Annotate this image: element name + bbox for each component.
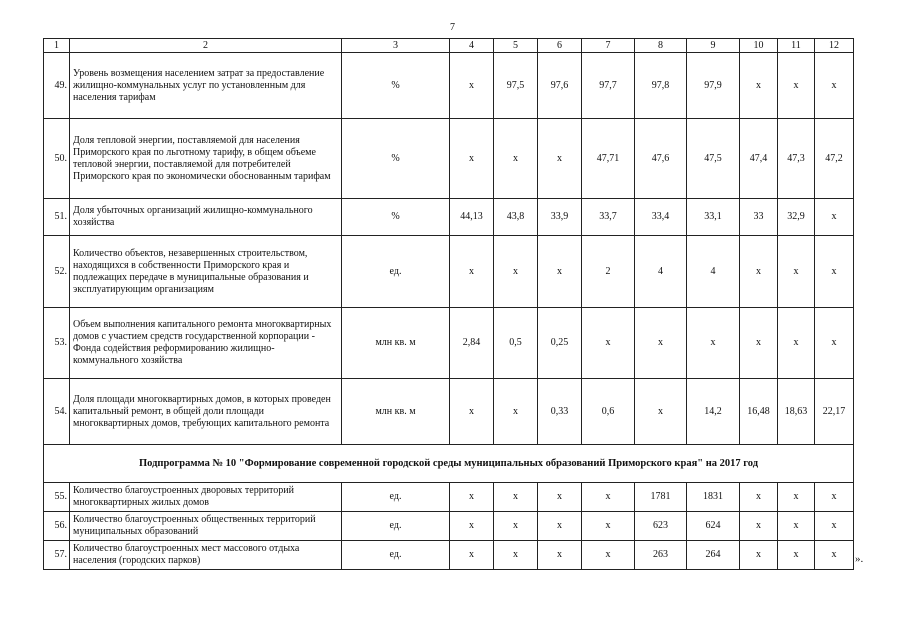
- value-cell: х: [494, 483, 538, 512]
- value-cell: х: [582, 308, 635, 379]
- value-cell: 14,2: [687, 379, 740, 445]
- value-cell: х: [815, 308, 854, 379]
- value-cell: х: [740, 308, 778, 379]
- row-number: 51.: [44, 199, 70, 236]
- table-row: [44, 119, 854, 199]
- value-cell: 4: [687, 236, 740, 308]
- value-cell: 1831: [687, 483, 740, 512]
- value-cell: 33,1: [687, 199, 740, 236]
- value-cell: 33,9: [538, 199, 582, 236]
- unit-cell: млн кв. м: [342, 308, 450, 379]
- table-row: [44, 512, 854, 541]
- table-row: [44, 199, 854, 236]
- value-cell: 263: [635, 541, 687, 570]
- value-cell: х: [538, 236, 582, 308]
- value-cell: х: [740, 512, 778, 541]
- value-cell: х: [815, 199, 854, 236]
- value-cell: х: [635, 308, 687, 379]
- row-number: 54.: [44, 379, 70, 445]
- row-number: 52.: [44, 236, 70, 308]
- header-cell: 8: [635, 39, 687, 53]
- value-cell: 47,4: [740, 119, 778, 199]
- unit-cell: %: [342, 53, 450, 119]
- value-cell: х: [494, 379, 538, 445]
- row-number: 57.: [44, 541, 70, 570]
- value-cell: 264: [687, 541, 740, 570]
- row-number: 50.: [44, 119, 70, 199]
- value-cell: х: [778, 53, 815, 119]
- value-cell: х: [450, 483, 494, 512]
- value-cell: х: [494, 236, 538, 308]
- value-cell: х: [494, 512, 538, 541]
- value-cell: 47,6: [635, 119, 687, 199]
- value-cell: 47,2: [815, 119, 854, 199]
- unit-cell: ед.: [342, 512, 450, 541]
- value-cell: х: [538, 119, 582, 199]
- header-cell: 11: [778, 39, 815, 53]
- value-cell: х: [494, 119, 538, 199]
- header-cell: 3: [342, 39, 450, 53]
- value-cell: х: [740, 541, 778, 570]
- unit-cell: ед.: [342, 541, 450, 570]
- indicator-name: Количество благоустроенных дворовых территорий многоквартирных жилых домов: [70, 483, 342, 512]
- subprogram-title: Подпрограмма № 10 "Формирование современной городской среды муниципальных образований Приморского края" на 2017 год: [44, 445, 854, 483]
- value-cell: 16,48: [740, 379, 778, 445]
- value-cell: 47,5: [687, 119, 740, 199]
- row-number: 53.: [44, 308, 70, 379]
- header-cell: 6: [538, 39, 582, 53]
- value-cell: х: [538, 512, 582, 541]
- row-number: 49.: [44, 53, 70, 119]
- header-cell: 2: [70, 39, 342, 53]
- value-cell: 18,63: [778, 379, 815, 445]
- value-cell: х: [687, 308, 740, 379]
- value-cell: х: [450, 379, 494, 445]
- value-cell: 97,5: [494, 53, 538, 119]
- value-cell: х: [538, 483, 582, 512]
- value-cell: 624: [687, 512, 740, 541]
- table-row: [44, 53, 854, 119]
- header-row: [44, 39, 854, 53]
- value-cell: 4: [635, 236, 687, 308]
- value-cell: 623: [635, 512, 687, 541]
- value-cell: х: [815, 236, 854, 308]
- table-row: [44, 483, 854, 512]
- row-number: 56.: [44, 512, 70, 541]
- indicator-name: Уровень возмещения населением затрат за предоставление жилищно-коммунальных услуг по установленным для населения тарифам: [70, 53, 342, 119]
- value-cell: х: [778, 308, 815, 379]
- value-cell: х: [635, 379, 687, 445]
- value-cell: х: [815, 541, 854, 570]
- value-cell: х: [778, 236, 815, 308]
- value-cell: х: [740, 236, 778, 308]
- table-row: [44, 541, 854, 570]
- header-cell: 5: [494, 39, 538, 53]
- value-cell: х: [815, 483, 854, 512]
- header-cell: 4: [450, 39, 494, 53]
- value-cell: х: [740, 53, 778, 119]
- value-cell: х: [582, 541, 635, 570]
- value-cell: 2,84: [450, 308, 494, 379]
- unit-cell: ед.: [342, 483, 450, 512]
- row-number: 55.: [44, 483, 70, 512]
- value-cell: х: [538, 541, 582, 570]
- indicators-table: [43, 38, 854, 570]
- header-cell: 7: [582, 39, 635, 53]
- value-cell: 22,17: [815, 379, 854, 445]
- value-cell: х: [815, 53, 854, 119]
- value-cell: 97,7: [582, 53, 635, 119]
- table-row: [44, 379, 854, 445]
- unit-cell: млн кв. м: [342, 379, 450, 445]
- indicator-name: Доля площади многоквартирных домов, в которых проведен капитальный ремонт, в общей доли площади многоквартирных домов, требующих капитального ремонта: [70, 379, 342, 445]
- value-cell: х: [778, 483, 815, 512]
- value-cell: х: [740, 483, 778, 512]
- value-cell: х: [778, 512, 815, 541]
- value-cell: 0,5: [494, 308, 538, 379]
- indicator-name: Доля убыточных организаций жилищно-коммунального хозяйства: [70, 199, 342, 236]
- value-cell: х: [450, 53, 494, 119]
- value-cell: 0,6: [582, 379, 635, 445]
- value-cell: х: [778, 541, 815, 570]
- value-cell: 97,9: [687, 53, 740, 119]
- page-number: 7: [450, 22, 455, 33]
- value-cell: х: [450, 236, 494, 308]
- value-cell: 43,8: [494, 199, 538, 236]
- value-cell: х: [494, 541, 538, 570]
- value-cell: х: [582, 483, 635, 512]
- header-cell: 9: [687, 39, 740, 53]
- indicator-name: Количество благоустроенных общественных территорий муниципальных образований: [70, 512, 342, 541]
- header-cell: 12: [815, 39, 854, 53]
- indicator-name: Объем выполнения капитального ремонта многоквартирных домов с участием средств государственной корпорации - Фонда содействия реформированию жилищно-коммунального хозяйства: [70, 308, 342, 379]
- value-cell: 2: [582, 236, 635, 308]
- subprogram-row: [44, 445, 854, 483]
- value-cell: 0,33: [538, 379, 582, 445]
- closing-quote: ».: [855, 553, 864, 565]
- value-cell: 32,9: [778, 199, 815, 236]
- unit-cell: ед.: [342, 236, 450, 308]
- value-cell: х: [582, 512, 635, 541]
- indicator-name: Количество объектов, незавершенных строительством, находящихся в собственности Приморского края и подлежащих передаче в муниципальные образования и эксплуатирующим организациям: [70, 236, 342, 308]
- value-cell: 1781: [635, 483, 687, 512]
- value-cell: х: [450, 512, 494, 541]
- value-cell: 0,25: [538, 308, 582, 379]
- indicator-name: Количество благоустроенных мест массового отдыха населения (городских парков): [70, 541, 342, 570]
- table-row: [44, 236, 854, 308]
- value-cell: х: [450, 119, 494, 199]
- header-cell: 10: [740, 39, 778, 53]
- value-cell: 33,4: [635, 199, 687, 236]
- value-cell: х: [450, 541, 494, 570]
- indicator-name: Доля тепловой энергии, поставляемой для населения Приморского края по льготному тарифу, в общем объеме тепловой энергии, поставляемой для потребителей Приморского края по экономически обоснованным тарифам: [70, 119, 342, 199]
- value-cell: 44,13: [450, 199, 494, 236]
- unit-cell: %: [342, 119, 450, 199]
- unit-cell: %: [342, 199, 450, 236]
- value-cell: 97,8: [635, 53, 687, 119]
- value-cell: 97,6: [538, 53, 582, 119]
- value-cell: 47,3: [778, 119, 815, 199]
- value-cell: 47,71: [582, 119, 635, 199]
- value-cell: х: [815, 512, 854, 541]
- header-cell: 1: [44, 39, 70, 53]
- value-cell: 33: [740, 199, 778, 236]
- value-cell: 33,7: [582, 199, 635, 236]
- table-row: [44, 308, 854, 379]
